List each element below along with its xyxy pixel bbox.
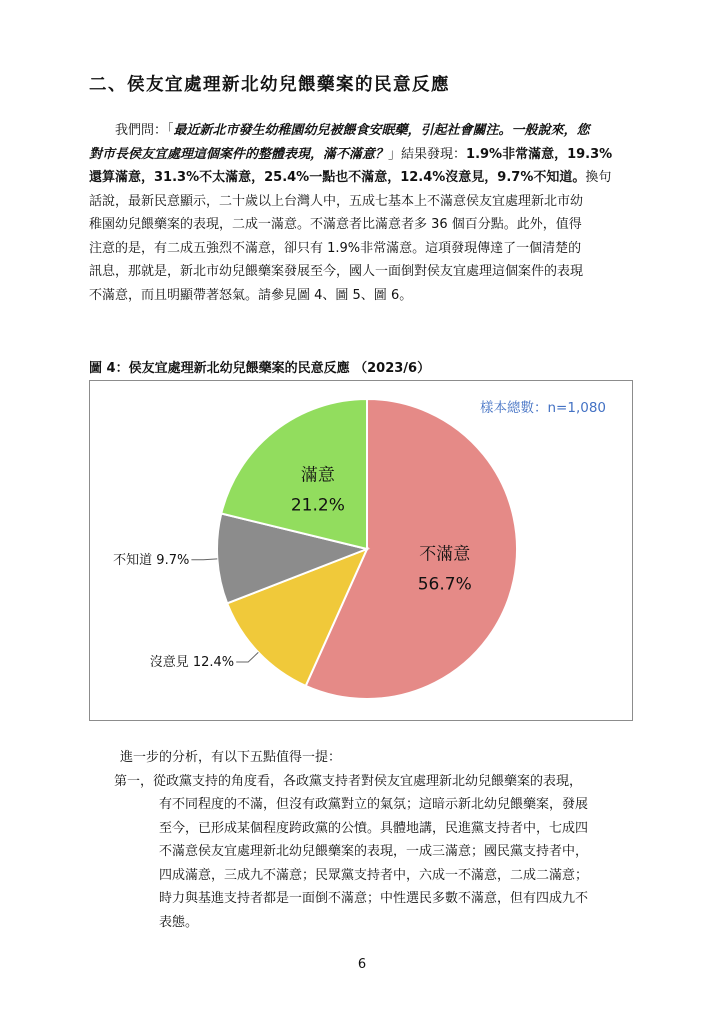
slice-label-satisfied: 滿意 xyxy=(300,465,335,486)
para-line-8: 不滿意，而且明顯帶著怒氣。請參見圖 4、圖 5、圖 6。 xyxy=(89,287,413,303)
leader-line-no-opinion xyxy=(236,652,258,662)
slice-label-dissatisfied: 不滿意 xyxy=(419,544,471,565)
list-item-first-line-6: 時力與基進支持者都是一面倒不滿意；中性選民多數不滿意，但有四成九不 xyxy=(159,891,589,906)
question-text: 最近新北市發生幼稚園幼兒被餵食安眠藥，引起社會關注。一般說來，您 xyxy=(173,123,590,138)
leader-line-dont-know xyxy=(191,559,217,560)
analysis-list xyxy=(114,746,642,934)
para-line-2 xyxy=(89,143,641,167)
result-lead: 」結果發現： xyxy=(388,146,467,162)
question-text-cont: 對市長侯友宜處理這個案件的整體表現，滿不滿意？ xyxy=(89,146,389,162)
result-numbers-1: 1.9%非常滿意，19.3% xyxy=(466,146,613,162)
para-line-5: 稚園幼兒餵藥案的表現，二成一滿意。不滿意者比滿意者多 36 個百分點。此外，值得 xyxy=(89,217,582,232)
para-line-1 xyxy=(89,119,641,143)
list-item-first-line-1: 第一，從政黨支持的角度看，各政黨支持者對侯友宜處理新北幼兒餵藥案的表現， xyxy=(114,773,583,789)
para-line-3 xyxy=(89,166,641,190)
body-paragraph xyxy=(89,119,641,307)
figure-title: 圖 4：侯友宜處理新北幼兒餵藥案的民意反應 （2023/6） xyxy=(89,361,431,376)
list-item-first-line-5: 四成滿意，三成九不滿意；民眾黨支持者中，六成一不滿意，二成二滿意； xyxy=(159,867,589,883)
result-numbers-2: 還算滿意，31.3%不太滿意，25.4%一點也不滿意，12.4%沒意見，9.7%不知道。 xyxy=(89,170,586,185)
slice-value-satisfied: 21.2% xyxy=(290,495,345,516)
slice-callout-no-opinion: 沒意見 12.4% xyxy=(149,655,235,671)
question-open: 我們問：「 xyxy=(115,123,174,138)
section-heading: 二、侯友宜處理新北幼兒餵藥案的民意反應 xyxy=(89,75,450,95)
list-item-first-line-2: 有不同程度的不滿，但沒有政黨對立的氣氛；這暗示新北幼兒餵藥案，發展 xyxy=(159,797,589,812)
para-line-6: 注意的是，有二成五強烈不滿意，卻只有 1.9%非常滿意。這項發現傳達了一個清楚的 xyxy=(89,240,582,256)
list-intro: 進一步的分析，有以下五點值得一提： xyxy=(120,750,342,765)
pie-chart xyxy=(90,381,634,722)
list-item-first-line-4: 不滿意侯友宜處理新北幼兒餵藥案的表現，一成三滿意；國民黨支持者中， xyxy=(159,844,589,859)
figure-frame xyxy=(89,380,633,721)
list-item-first-line-7: 表態。 xyxy=(159,914,199,930)
page-number: 6 xyxy=(357,957,367,972)
para-line-7: 訊息，那就是，新北市幼兒餵藥案發展至今，國人一面倒對侯友宜處理這個案件的表現 xyxy=(89,264,584,279)
para-text: 換句 xyxy=(585,170,612,185)
slice-callout-dont-know: 不知道 9.7% xyxy=(113,552,190,568)
para-line-4: 話說，最新民意顯示，二十歲以上台灣人中，五成七基本上不滿意侯友宜處理新北市幼 xyxy=(89,193,584,209)
sample-size-note: 樣本總數：n=1,080 xyxy=(479,400,607,416)
slice-value-dissatisfied: 56.7% xyxy=(417,574,472,595)
list-item-first-line-3: 至今，已形成某個程度跨政黨的公憤。具體地講，民進黨支持者中，七成四 xyxy=(159,820,589,836)
